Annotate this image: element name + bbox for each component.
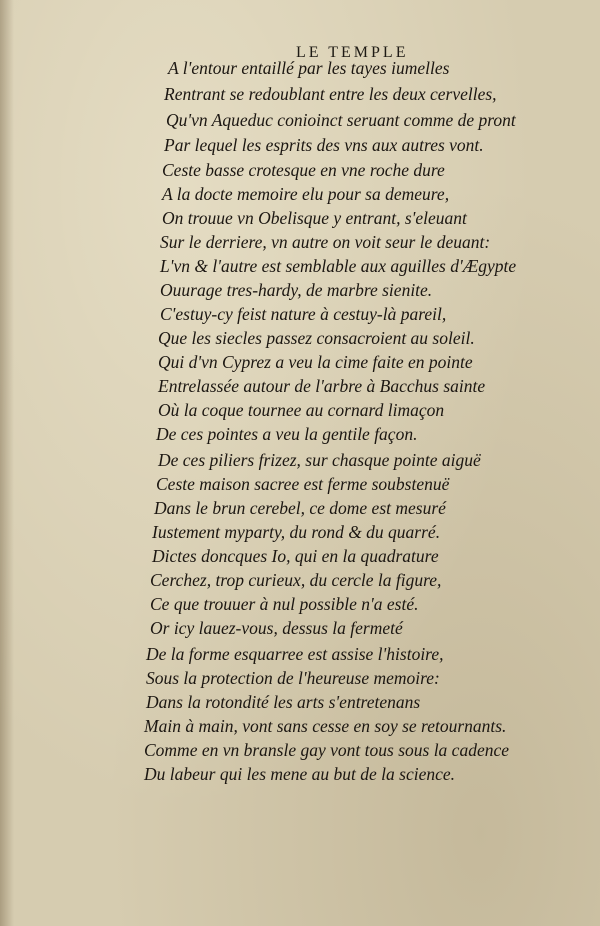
verse-line: Qu'vn Aqueduc conioinct seruant comme de pront: [166, 110, 516, 130]
verse-line: Ceste maison sacree est ferme soubstenuë: [156, 474, 450, 494]
verse-line: A la docte memoire elu pour sa demeure,: [162, 184, 450, 204]
verse-line: Entrelassée autour de l'arbre à Bacchus sainte: [158, 376, 486, 396]
verse-line: On trouue vn Obelisque y entrant, s'eleuant: [162, 208, 467, 228]
verse-line: Rentrant se redoublant entre les deux cervelles,: [164, 84, 497, 104]
verse-line: Ce que trouuer à nul possible n'a esté.: [150, 594, 419, 614]
verse-line: Dans le brun cerebel, ce dome est mesuré: [154, 498, 446, 518]
verse-line: Que les siecles passez consacroient au soleil.: [158, 328, 475, 348]
verse-line: De ces piliers frizez, sur chasque pointe aiguë: [158, 450, 481, 470]
verse-line: Dans la rotondité les arts s'entretenans: [146, 692, 421, 712]
verse-line: Où la coque tournee au cornard limaçon: [158, 400, 445, 420]
verse-line: De ces pointes a veu la gentile façon.: [156, 424, 418, 444]
running-head: LE TEMPLE: [296, 44, 409, 61]
verse-line: Sur le derriere, vn autre on voit seur le deuant:: [160, 232, 491, 252]
verse-line: Comme en vn bransle gay vont tous sous la cadence: [144, 740, 509, 760]
verse-line: A l'entour entaillé par les tayes iumelles: [168, 58, 450, 78]
verse-line: Dictes doncques Io, qui en la quadrature: [152, 546, 439, 566]
verse-line: Qui d'vn Cyprez a veu la cime faite en pointe: [158, 352, 473, 372]
verse-line: Du labeur qui les mene au but de la science.: [144, 764, 456, 784]
verse-line: De la forme esquarree est assise l'histoire,: [146, 644, 444, 664]
verse-line: Iustement myparty, du rond & du quarré.: [152, 522, 441, 542]
verse-line: Cerchez, trop curieux, du cercle la figure,: [150, 570, 442, 590]
verse-line: Sous la protection de l'heureuse memoire:: [146, 668, 440, 688]
verse-line: Par lequel les esprits des vns aux autres vont.: [164, 135, 484, 155]
verse-line: L'vn & l'autre est semblable aux aguilles d'Ægypte: [160, 256, 517, 276]
verse-line: C'estuy-cy feist nature à cestuy-là pareil,: [160, 304, 447, 324]
verse-line: Or icy lauez-vous, dessus la fermeté: [150, 618, 403, 638]
verse-line: Main à main, vont sans cesse en soy se retournants.: [144, 716, 507, 736]
verse-line: Ceste basse crotesque en vne roche dure: [162, 160, 445, 180]
verse-line: Ouurage tres-hardy, de marbre sienite.: [160, 280, 433, 300]
